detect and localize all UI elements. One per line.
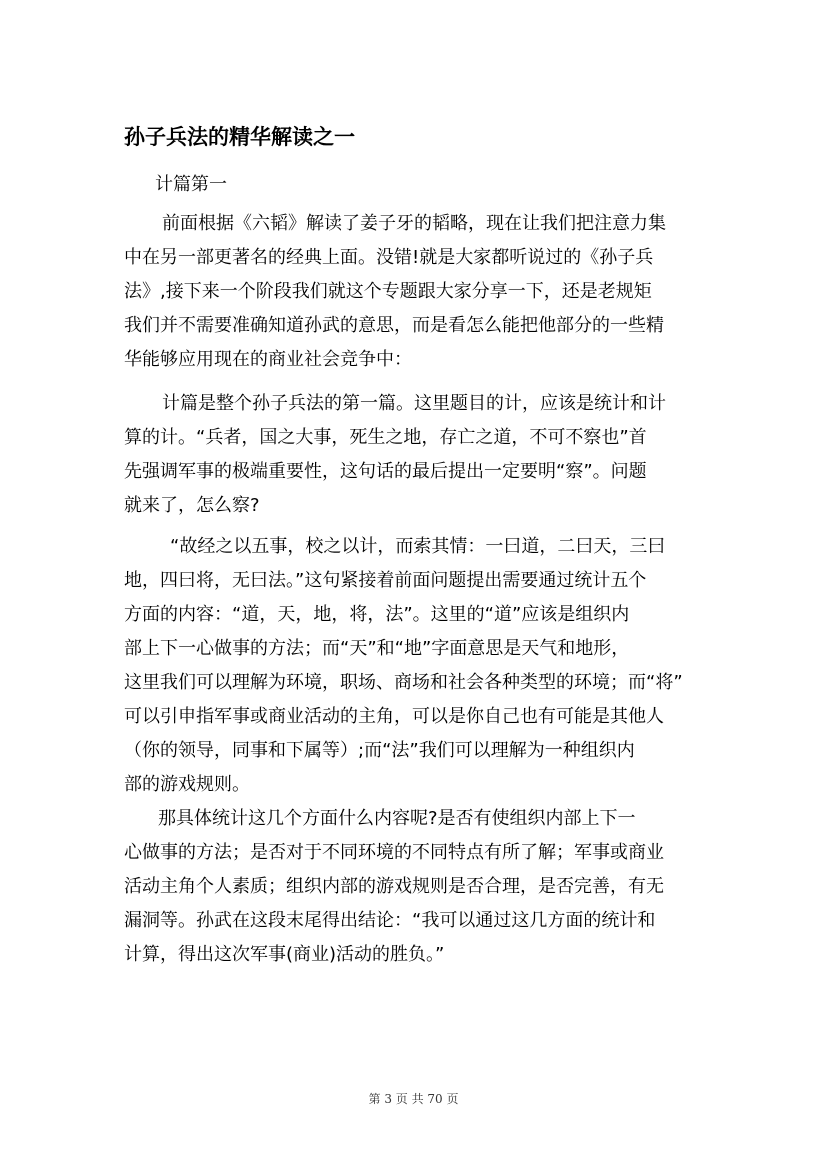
paragraph-line: 那具体统计这几个方面什么内容呢?是否有使组织内部上下一 bbox=[158, 808, 636, 829]
paragraph-line: 这里我们可以理解为环境，职场、商场和社会各种类型的环境；而“将” bbox=[124, 672, 683, 693]
page-title: 孙子兵法的精华解读之一 bbox=[124, 125, 355, 149]
paragraph-intro bbox=[124, 207, 719, 377]
paragraph-line: 活动主角个人素质；组织内部的游戏规则是否合理，是否完善，有无 bbox=[124, 876, 664, 897]
section-heading: 计篇第一 bbox=[155, 174, 227, 195]
paragraph-line: （你的领导，同事和下属等）;而“法”我们可以理解为一种组织内 bbox=[124, 740, 635, 761]
paragraph-line: 前面根据《六韬》解读了姜子牙的韬略，现在让我们把注意力集 bbox=[162, 213, 666, 234]
paragraph-line: 算的计。“兵者，国之大事，死生之地，存亡之道，不可不察也”首 bbox=[124, 427, 647, 448]
paragraph-line: 先强调军事的极端重要性，这句话的最后提出一定要明“察”。问题 bbox=[124, 461, 647, 482]
paragraph-line: 地，四曰将，无曰法。”这句紧接着前面问题提出需要通过统计五个 bbox=[124, 570, 647, 591]
paragraph-wu-shi bbox=[124, 530, 719, 802]
paragraph-line: 漏洞等。孙武在这段末尾得出结论：“我可以通过这几方面的统计和 bbox=[124, 910, 656, 931]
paragraph-conclusion bbox=[124, 802, 719, 972]
page-number-footer: 第 3 页 共 70 页 bbox=[368, 1092, 459, 1106]
paragraph-line: 心做事的方法；是否对于不同环境的不同特点有所了解；军事或商业 bbox=[124, 842, 664, 863]
paragraph-line: 部的游戏规则。 bbox=[124, 774, 250, 795]
paragraph-ji-pian bbox=[124, 387, 719, 523]
paragraph-line: “故经之以五事，校之以计，而索其情：一曰道，二曰天，三曰 bbox=[170, 536, 666, 557]
paragraph-line: 法》,接下来一个阶段我们就这个专题跟大家分享一下，还是老规矩 bbox=[124, 281, 652, 302]
paragraph-line: 我们并不需要准确知道孙武的意思，而是看怎么能把他部分的一些精 bbox=[124, 315, 664, 336]
paragraph-line: 方面的内容：“道，天，地，将，法”。这里的“道”应该是组织内 bbox=[124, 604, 630, 625]
paragraph-line: 可以引申指军事或商业活动的主角，可以是你自己也有可能是其他人 bbox=[124, 706, 664, 727]
paragraph-line: 部上下一心做事的方法；而“天”和“地”字面意思是天气和地形， bbox=[124, 638, 630, 659]
paragraph-line: 中在另一部更著名的经典上面。没错!就是大家都听说过的《孙子兵 bbox=[124, 247, 654, 268]
paragraph-line: 计篇是整个孙子兵法的第一篇。这里题目的计，应该是统计和计 bbox=[162, 393, 666, 414]
paragraph-line: 计算，得出这次军事(商业)活动的胜负。” bbox=[124, 944, 445, 965]
paragraph-line: 就来了，怎么察? bbox=[124, 495, 260, 516]
paragraph-line: 华能够应用现在的商业社会竞争中： bbox=[124, 349, 412, 370]
